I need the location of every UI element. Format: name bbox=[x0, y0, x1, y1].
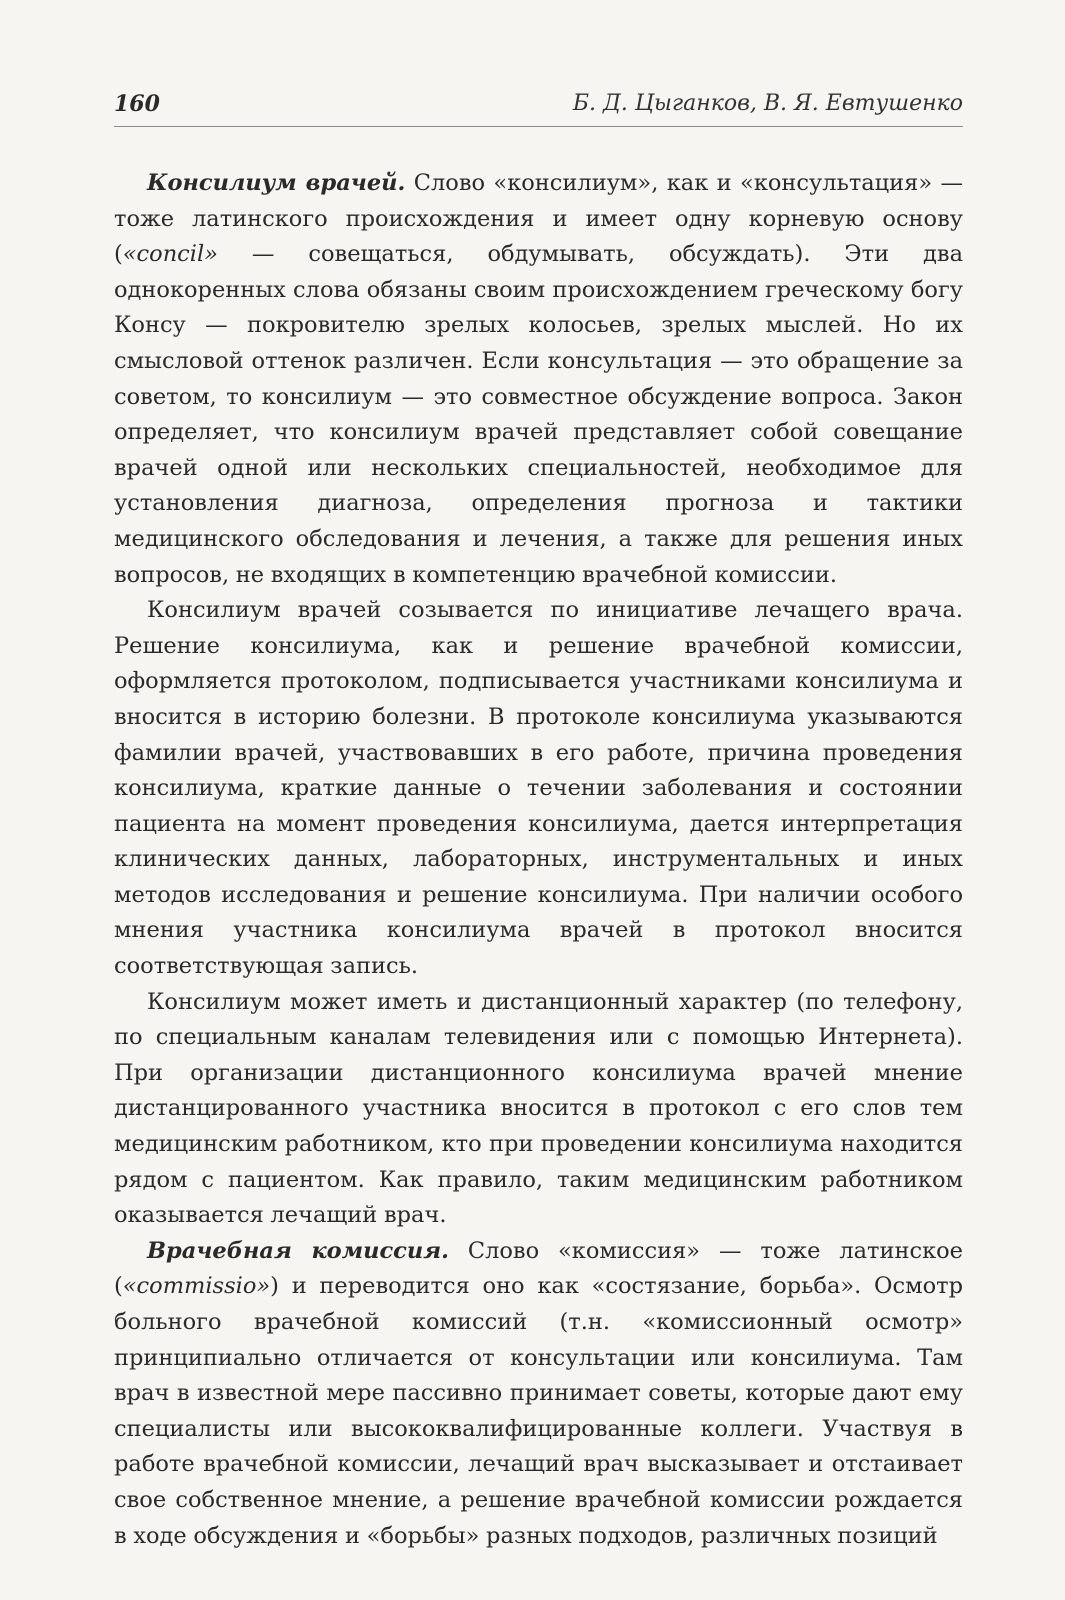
paragraph-vrachebnaya-komissiya bbox=[114, 1234, 963, 1554]
running-head bbox=[114, 86, 963, 127]
page-number: 160 bbox=[114, 91, 160, 117]
paragraph-text: — совещаться, обдумывать, обсуждать). Эти два однокоренных слова обязаны своим происхождением греческому богу Консу — покровителю зрелых колосьев, зрелых мыслей. Но их смысловой оттенок различен. Если консультация — это обращение за советом, то консилиум — это совместное обсуждение вопроса. Закон определяет, что консилиум врачей представляет собой совещание врачей одной или нескольких специальностей, необходимое для установления диагноза, определения прогноза и тактики медицинского обследования и лечения, а также для решения иных вопросов, не входящих в компетенцию врачебной комиссии. bbox=[114, 241, 963, 588]
latin-term-commissio: «commissio» bbox=[122, 1273, 271, 1300]
paragraph-konsilium-remote: Консилиум может иметь и дистанционный характер (по телефону, по специальным каналам телевидения или с помощью Интернета). При организации дистанционного консилиума врачей мнение дистанцированного участника вносится в протокол с его слов тем медицинским работником, кто при проведении консилиума находится рядом с пациентом. Как правило, таким медицинским работником оказывается лечащий врач. bbox=[114, 988, 963, 1229]
running-head-authors: Б. Д. Цыганков, В. Я. Евтушенко bbox=[572, 91, 963, 116]
term-vrachebnaya-komissiya: Врачебная комиссия. bbox=[147, 1237, 449, 1264]
paragraph-konsilium-protocol: Консилиум врачей созывается по инициативе лечащего врача. Решение консилиума, как и решение врачебной комиссии, оформляется протоколом, подписывается участниками консилиума и вносится в историю болезни. В протоколе консилиума указываются фамилии врачей, участвовавших в его работе, причина проведения консилиума, краткие данные о течении заболевания и состоянии пациента на момент проведения консилиума, дается интерпретация клинических данных, лабораторных, инструментальных и иных методов исследования и решение консилиума. При наличии особого мнения участника консилиума врачей в протокол вносится соответствующая запись. bbox=[114, 597, 963, 980]
body-text bbox=[114, 166, 963, 1554]
paragraph-text: Слово «консилиум», как и «консультация» — тоже латинского происхождения и имеет одну корневую основу ( bbox=[114, 170, 963, 268]
latin-term-concil: «concil» bbox=[122, 241, 218, 268]
term-konsilium-vrachey: Консилиум врачей. bbox=[147, 170, 406, 196]
paragraph-text: ) и переводится оно как «состязание, борьба». Осмотр больного врачебной комиссий (т.н. «комиссионный осмотр» принципиально отличается от консультации или консилиума. Там врач в известной мере пассивно принимает советы, которые дают ему специалисты или высококвалифицированные коллеги. Участвуя в работе врачебной комиссии, лечащий врач высказывает и отстаивает свое собственное мнение, а решение врачебной комиссии рождается в ходе обсуждения и «борьбы» разных подходов, различных позиций bbox=[114, 1273, 963, 1549]
paragraph-text: Слово «комиссия» — тоже латинское ( bbox=[114, 1237, 963, 1300]
paragraph-konsilium bbox=[114, 166, 963, 593]
